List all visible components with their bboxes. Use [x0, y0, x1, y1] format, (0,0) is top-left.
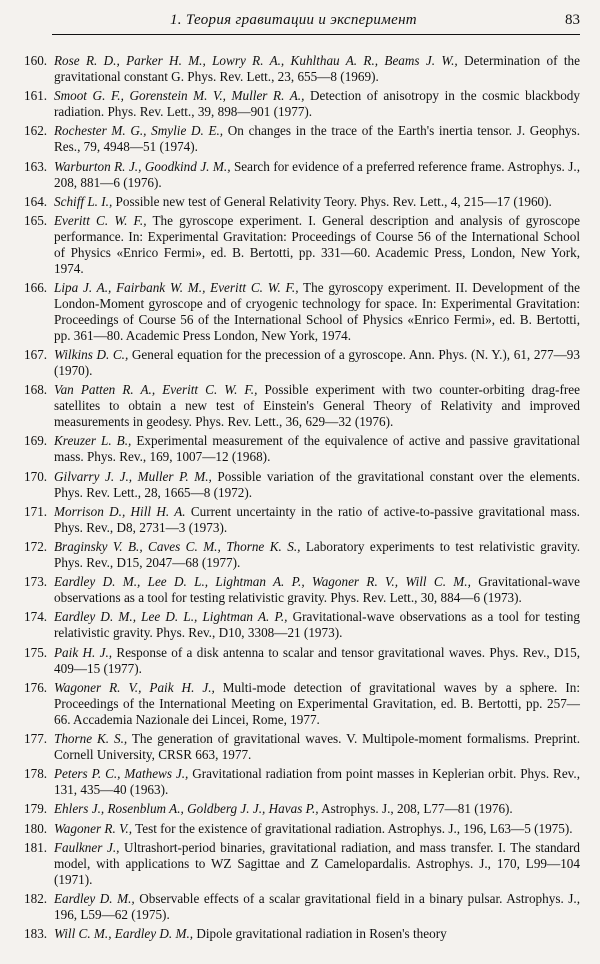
reference-details: Detection of anisotropy in the cosmic blackbody radiation. Phys. Rev. Lett., 39, 898—901 (1977).: [54, 88, 580, 120]
reference-details: Response of a disk antenna to scalar and tensor gravitational waves. Phys. Rev., D15, 409—15 (1977).: [54, 644, 580, 676]
reference-number: 172.: [24, 539, 48, 555]
reference-details: Test for the existence of gravitational radiation. Astrophys. J., 196, L63—5 (1975).: [132, 820, 573, 836]
reference-number: 162.: [24, 123, 48, 139]
reference-details: Multi-mode detection of gravitational waves by a sphere. In: Proceedings of the International Meeting on Experimental Gravitation, ed. B. Bertotti, pp. 257—66. Accademia Nazionale dei Lincei, Rome, 1977.: [54, 679, 580, 727]
reference-number: 165.: [24, 213, 48, 229]
reference-authors: Lipa J. A., Fairbank W. M., Everitt C. W. F.,: [54, 280, 299, 296]
reference-details: Dipole gravitational radiation in Rosen's theory: [193, 926, 447, 942]
reference-authors: Eardley D. M.,: [54, 891, 135, 907]
reference-item: [24, 213, 580, 277]
reference-authors: Eardley D. M., Lee D. L., Lightman A. P.,: [54, 609, 288, 625]
reference-authors: Braginsky V. B., Caves C. M., Thorne K. S.,: [54, 539, 301, 555]
reference-item: [24, 891, 580, 923]
reference-text: [54, 821, 580, 837]
reference-text: [54, 280, 580, 344]
reference-item: [24, 840, 580, 888]
reference-number: 175.: [24, 644, 48, 660]
chapter-title: 1. Теория гравитации и эксперимент: [170, 12, 417, 28]
reference-authors: Van Patten R. A., Everitt C. W. F.,: [54, 382, 258, 398]
reference-number: 168.: [24, 382, 48, 398]
reference-authors: Faulkner J.,: [54, 839, 120, 855]
reference-details: Determination of the gravitational constant G. Phys. Rev. Lett., 23, 655—8 (1969).: [54, 53, 580, 84]
reference-authors: Smoot G. F., Gorenstein M. V., Muller R. A.,: [54, 88, 305, 104]
reference-text: [54, 891, 580, 923]
reference-item: [24, 53, 580, 85]
reference-details: The gyroscopy experiment. II. Development of the London-Moment gyroscope and of cryogenic technology for space. In: Experimental Gravitation: Proceedings of Course 56 of the International School of Physics «Enrico Fermi», ed. B. Bertotti, pp. 361—80. Academic Press London, New York, 1974.: [54, 280, 580, 343]
reference-item: [24, 821, 580, 837]
reference-number: 177.: [24, 730, 48, 746]
reference-number: 166.: [24, 280, 48, 296]
reference-number: 167.: [24, 347, 48, 363]
reference-authors: Will C. M., Eardley D. M.,: [54, 926, 194, 942]
reference-item: [24, 194, 580, 210]
reference-number: 163.: [24, 158, 48, 174]
reference-item: [24, 766, 580, 798]
reference-item: [24, 504, 580, 536]
reference-details: The generation of gravitational waves. V. Multipole-moment formalisms. Preprint. Cornell University, CRSR 663, 1977.: [54, 730, 580, 762]
running-header: [52, 10, 580, 35]
reference-authors: Rochester M. G., Smylie D. E.,: [54, 123, 224, 139]
reference-authors: Everitt C. W. F.,: [54, 213, 147, 229]
reference-number: 174.: [24, 609, 48, 625]
reference-number: 169.: [24, 433, 48, 449]
reference-authors: Thorne K. S.,: [54, 730, 128, 746]
reference-authors: Warburton R. J., Goodkind J. M.,: [54, 158, 231, 174]
reference-text: [54, 194, 580, 210]
reference-text: [54, 469, 580, 501]
reference-item: [24, 159, 580, 191]
reference-text: [54, 539, 580, 571]
reference-item: [24, 574, 580, 606]
reference-number: 180.: [24, 820, 48, 836]
reference-number: 178.: [24, 766, 48, 782]
reference-authors: Peters P. C., Mathews J.,: [54, 766, 189, 782]
page-number: 83: [565, 12, 580, 28]
reference-authors: Gilvarry J. J., Muller P. M.,: [54, 468, 212, 484]
reference-text: [54, 433, 580, 465]
reference-text: [54, 88, 580, 120]
reference-list: [24, 53, 580, 942]
reference-number: 171.: [24, 503, 48, 519]
reference-number: 179.: [24, 801, 48, 817]
reference-text: [54, 574, 580, 606]
reference-item: [24, 347, 580, 379]
reference-details: Experimental measurement of the equivalence of active and passive gravitational mass. Phys. Rev., 169, 1007—12 (1968).: [54, 433, 580, 465]
reference-text: [54, 347, 580, 379]
reference-authors: Schiff L. I.,: [54, 193, 113, 209]
reference-number: 164.: [24, 193, 48, 209]
reference-text: [54, 926, 580, 942]
reference-number: 182.: [24, 891, 48, 907]
reference-number: 181.: [24, 839, 48, 855]
reference-text: [54, 53, 580, 85]
reference-authors: Paik H. J.,: [54, 644, 113, 660]
reference-authors: Ehlers J., Rosenblum A., Goldberg J. J., Havas P.,: [54, 801, 319, 817]
reference-details: Possible experiment with two counter-orbiting drag-free satellites to obtain a new test of Einstein's General Theory of Relativity and improved measurements in geodesy. Phys. Rev. Lett., 36, 629—32 (1976).: [54, 382, 580, 430]
reference-authors: Wilkins D. C.,: [54, 347, 129, 363]
reference-details: Current uncertainty in the ratio of active-to-passive gravitational mass. Phys. Rev., D8, 2731—3 (1973).: [54, 503, 580, 535]
reference-details: Astrophys. J., 208, L77—81 (1976).: [318, 801, 513, 817]
reference-details: Gravitational-wave observations as a tool for testing relativistic gravity. Phys. Rev. Lett., 30, 884—6 (1973).: [54, 574, 581, 606]
reference-details: Possible new test of General Relativity Teory. Phys. Rev. Lett., 4, 215—17 (1960).: [112, 193, 552, 209]
reference-text: [54, 731, 580, 763]
reference-authors: Kreuzer L. B.,: [54, 433, 132, 449]
reference-authors: Wagoner R. V., Paik H. J.,: [54, 679, 215, 695]
reference-number: 183.: [24, 926, 48, 942]
reference-item: [24, 123, 580, 155]
reference-number: 176.: [24, 679, 48, 695]
reference-details: Observable effects of a scalar gravitational field in a binary pulsar. Astrophys. J., 196, L59—62 (1975).: [54, 891, 581, 922]
reference-text: [54, 766, 580, 798]
reference-details: Gravitational radiation from point masses in Keplerian orbit. Phys. Rev., 131, 435—40 (1963).: [54, 766, 581, 798]
reference-number: 161.: [24, 88, 48, 104]
reference-text: [54, 609, 580, 641]
reference-authors: Rose R. D., Parker H. M., Lowry R. A., Kuhlthau A. R., Beams J. W.,: [54, 53, 458, 68]
reference-text: [54, 840, 580, 888]
reference-text: [54, 123, 580, 155]
reference-details: On changes in the trace of the Earth's inertia tensor. J. Geophys. Res., 79, 4948—51 (1974).: [54, 123, 580, 155]
reference-item: [24, 280, 580, 344]
reference-text: [54, 213, 580, 277]
reference-item: [24, 469, 580, 501]
reference-details: Ultrashort-period binaries, gravitational radiation, and mass transfer. I. The standard model, with applications to WZ Sagittae and Z Camelopardalis. Astrophys. J., 170, L99—104 (1971).: [54, 839, 580, 887]
reference-item: [24, 680, 580, 728]
reference-item: [24, 731, 580, 763]
reference-number: 170.: [24, 468, 48, 484]
reference-text: [54, 645, 580, 677]
reference-authors: Eardley D. M., Lee D. L., Lightman A. P., Wagoner R. V., Will C. M.,: [54, 574, 471, 590]
reference-details: General equation for the precession of a gyroscope. Ann. Phys. (N. Y.), 61, 277—93 (1970).: [54, 347, 580, 379]
reference-text: [54, 504, 580, 536]
reference-details: The gyroscope experiment. I. General description and analysis of gyroscope performance. In: Experimental Gravitation: Proceedings of Course 56 of the International School of Physics «Enrico Fermi», ed. B. Bertotti, pp. 331—60. Academic Press, London, New York, 1974.: [54, 213, 581, 276]
reference-details: Possible variation of the gravitational constant over the elements. Phys. Rev. Lett., 28, 1665—8 (1972).: [54, 468, 580, 500]
reference-item: [24, 609, 580, 641]
reference-authors: Wagoner R. V.,: [54, 820, 133, 836]
reference-item: [24, 801, 580, 817]
reference-item: [24, 382, 580, 430]
reference-text: [54, 159, 580, 191]
reference-text: [54, 801, 580, 817]
reference-details: Laboratory experiments to test relativistic gravity. Phys. Rev., D15, 2047—68 (1977).: [54, 539, 580, 570]
reference-authors: Morrison D., Hill H. A.: [54, 503, 186, 519]
reference-item: [24, 88, 580, 120]
reference-item: [24, 539, 580, 571]
reference-details: Gravitational-wave observations as a tool for testing relativistic gravity. Phys. Rev., D10, 3308—21 (1973).: [54, 609, 580, 641]
reference-text: [54, 382, 580, 430]
reference-number: 160.: [24, 53, 48, 68]
reference-text: [54, 680, 580, 728]
reference-details: Search for evidence of a preferred reference frame. Astrophys. J., 208, 881—6 (1976).: [54, 158, 580, 190]
reference-item: [24, 433, 580, 465]
reference-number: 173.: [24, 574, 48, 590]
reference-item: [24, 926, 580, 942]
reference-item: [24, 645, 580, 677]
